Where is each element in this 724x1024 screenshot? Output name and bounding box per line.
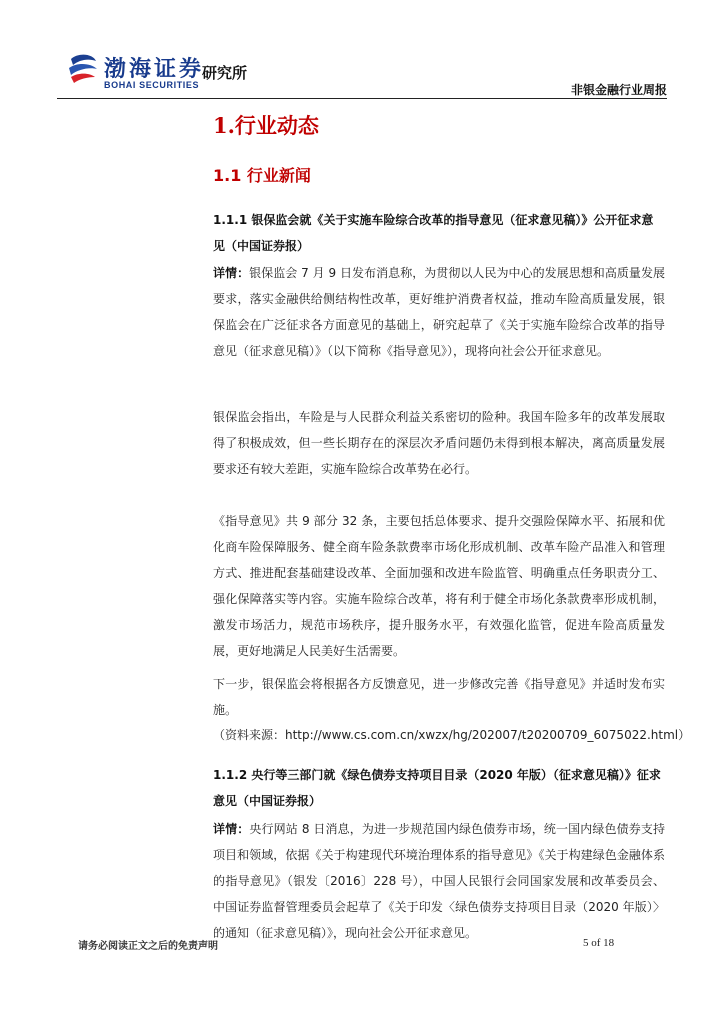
news-2-detail (213, 816, 665, 946)
header-divider (57, 98, 667, 99)
detail-label: 详情： (213, 266, 250, 280)
page-header (0, 0, 724, 100)
news-2-detail-text: 央行网站 8 日消息，为进一步规范国内绿色债券市场，统一国内绿色债券支持项目和领域，依据《关于构建现代环境治理体系的指导意见》《关于构建绿色金融体系的指导意见》（银发〔2016〕228 号），中国人民银行会同国家发展和改革委员会、中国证券监督管理委员会起草了《关于印发〈绿色债券支持项目目录（2020 年版）〉的通知（征求意见稿）》，现向社会公开征求意见。 (213, 822, 665, 940)
institute-name: 研究所 (202, 64, 248, 82)
section-heading: 1.行业动态 (213, 113, 319, 138)
news-1-detail-text: 银保监会 7 月 9 日发布消息称，为贯彻以人民为中心的发展思想和高质量发展要求，落实金融供给侧结构性改革，更好维护消费者权益，推动车险高质量发展，银保监会在广泛征求各方面意见的基础上，研究起草了《关于实施车险综合改革的指导意见（征求意见稿）》（以下简称《指导意见》），现将向社会公开征求意见。 (213, 266, 665, 358)
news-1-detail (213, 260, 665, 364)
bohai-logo-icon (66, 50, 100, 84)
logo-chinese-name: 渤海证券 (104, 56, 205, 82)
detail-label: 详情： (213, 822, 250, 836)
footer-disclaimer: 请务必阅读正文之后的免责声明 (78, 941, 218, 952)
news-2-title: 1.1.2 央行等三部门就《绿色债券支持项目目录（2020 年版）（征求意见稿）》征求意见（中国证券报） (213, 768, 661, 808)
news-1-source: （资料来源：http://www.cs.com.cn/xwzx/hg/202007/t20200709_6075022.html） (213, 728, 691, 742)
logo-english-name: BOHAI SECURITIES (104, 80, 200, 90)
news-1-paragraph-2: 银保监会指出，车险是与人民群众利益关系密切的险种。我国车险多年的改革发展取得了积极成效，但一些长期存在的深层次矛盾问题仍未得到根本解决，离高质量发展要求还有较大差距，实施车险综合改革势在必行。 (213, 410, 665, 476)
page-number: 5 of 18 (583, 937, 615, 949)
report-name: 非银金融行业周报 (570, 83, 667, 97)
news-1-title: 1.1.1 银保监会就《关于实施车险综合改革的指导意见（征求意见稿）》公开征求意见（中国证券报） (213, 213, 654, 253)
subsection-heading: 1.1 行业新闻 (213, 166, 311, 185)
news-1-paragraph-3: 《指导意见》共 9 部分 32 条，主要包括总体要求、提升交强险保障水平、拓展和优化商车险保障服务、健全商车险条款费率市场化形成机制、改革车险产品准入和管理方式、推进配套基础建设改革、全面加强和改进车险监管、明确重点任务职责分工、强化保障落实等内容。实施车险综合改革，将有利于健全市场化条款费率形成机制，激发市场活力，规范市场秩序，提升服务水平，有效强化监管，促进车险高质量发展，更好地满足人民美好生活需要。 (213, 514, 665, 658)
news-1-paragraph-4: 下一步，银保监会将根据各方反馈意见，进一步修改完善《指导意见》并适时发布实施。 (213, 677, 665, 717)
